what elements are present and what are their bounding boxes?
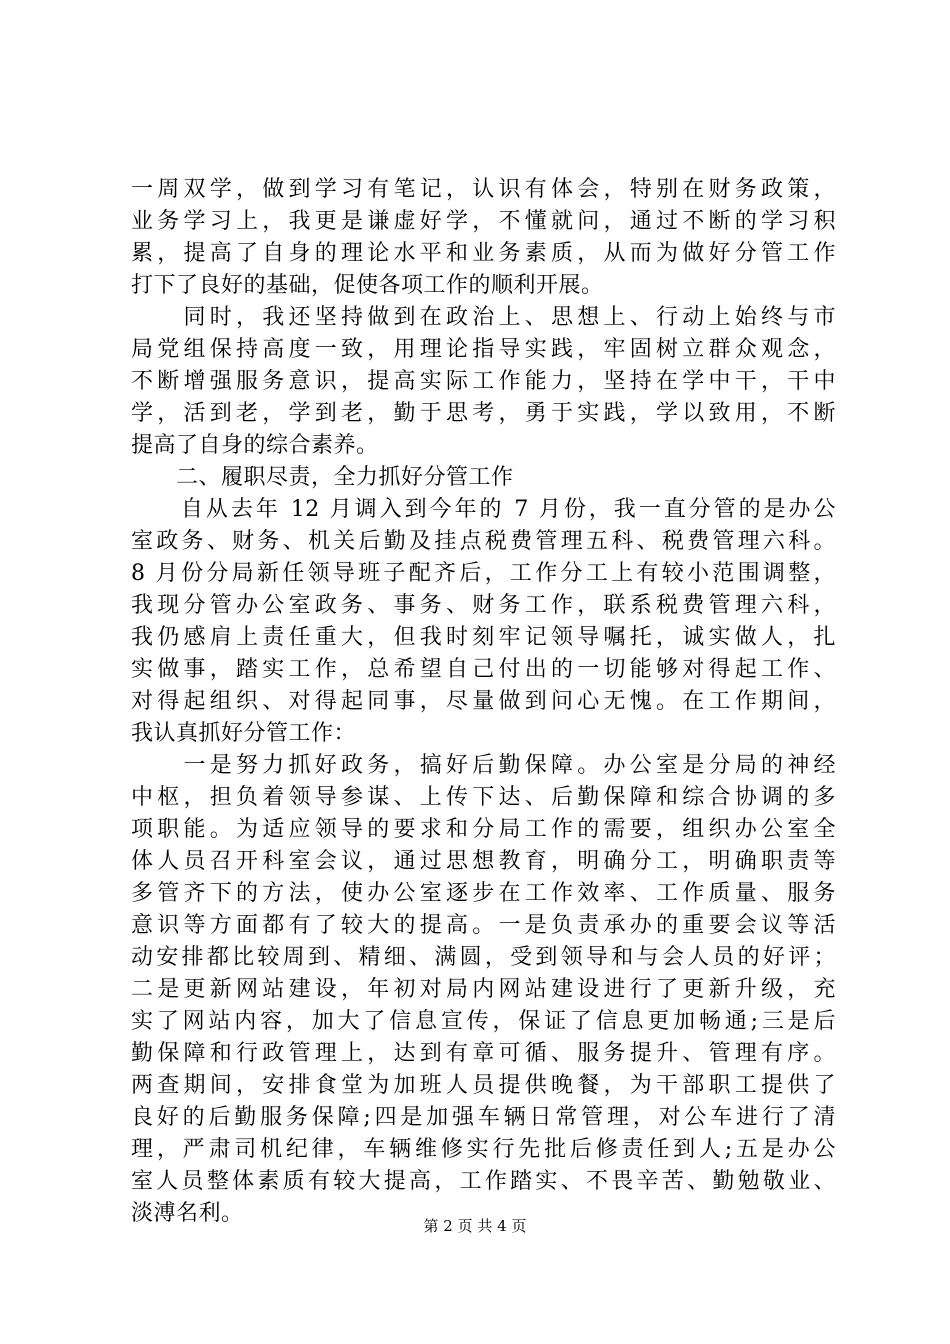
text-line: 自从去年 12 月调入到今年的 7 月份，我一直分管的是办公: [131, 497, 836, 522]
text-line: 意识等方面都有了较大的提高。一是负责承办的重要会议等活: [131, 913, 836, 938]
text-line: 8 月份分局新任领导班子配齐后，工作分工上有较小范围调整，: [131, 561, 836, 586]
text-line: 一周双学，做到学习有笔记，认识有体会，特别在财务政策，: [131, 177, 836, 202]
text-line: 两查期间，安排食堂为加班人员提供晚餐，为干部职工提供了: [131, 1073, 836, 1098]
text-line: 中枢，担负着领导参谋、上传下达、后勤保障和综合协调的多: [131, 785, 836, 810]
text-line: 一是努力抓好政务，搞好后勤保障。办公室是分局的神经: [131, 753, 836, 778]
text-line: 同时，我还坚持做到在政治上、思想上、行动上始终与市: [131, 305, 836, 330]
text-line: 多管齐下的方法，使办公室逐步在工作效率、工作质量、服务: [131, 881, 836, 906]
text-line: 项职能。为适应领导的要求和分局工作的需要，组织办公室全: [131, 817, 836, 842]
text-line: 勤保障和行政管理上，达到有章可循、服务提升、管理有序。: [131, 1041, 836, 1066]
text-line: 我认真抓好分管工作：: [131, 721, 357, 746]
text-line: 累，提高了自身的理论水平和业务素质，从而为做好分管工作: [131, 241, 836, 266]
text-line: 不断增强服务意识，提高实际工作能力，坚持在学中干，干中: [131, 369, 836, 394]
document-body: [131, 174, 836, 1230]
text-line: 室人员整体素质有较大提高，工作踏实、不畏辛苦、勤勉敬业、: [131, 1169, 836, 1194]
text-line: 淡溥名利。: [131, 1201, 244, 1226]
text-line: 业务学习上，我更是谦虚好学，不懂就问，通过不断的学习积: [131, 209, 836, 234]
text-line: 二是更新网站建设，年初对局内网站建设进行了更新升级，充: [131, 977, 836, 1002]
text-line: 体人员召开科室会议，通过思想教育，明确分工，明确职责等: [131, 849, 836, 874]
text-line: 实做事，踏实工作，总希望自己付出的一切能够对得起工作、: [131, 657, 836, 682]
text-line: 学，活到老，学到老，勤于思考，勇于实践，学以致用，不断: [131, 401, 836, 426]
text-line: 我现分管办公室政务、事务、财务工作，联系税费管理六科，: [131, 593, 836, 618]
text-line: 良好的后勤服务保障;四是加强车辆日常管理，对公车进行了清: [131, 1105, 836, 1130]
section-heading: 二、履职尽责，全力抓好分管工作: [131, 465, 514, 490]
text-line: 提高了自身的综合素养。: [131, 433, 379, 458]
text-line: 对得起组织、对得起同事，尽量做到问心无愧。在工作期间，: [131, 689, 836, 714]
text-line: 实了网站内容，加大了信息宣传，保证了信息更加畅通;三是后: [131, 1009, 836, 1034]
text-line: 理，严肃司机纪律，车辆维修实行先批后修责任到人;五是办公: [131, 1137, 836, 1162]
text-line: 室政务、财务、机关后勤及挂点税费管理五科、税费管理六科。: [131, 529, 836, 554]
page-number-footer: 第 2 页 共 4 页: [423, 1217, 527, 1235]
text-line: 打下了良好的基础，促使各项工作的顺利开展。: [131, 273, 604, 298]
text-line: 局党组保持高度一致，用理论指导实践，牢固树立群众观念，: [131, 337, 836, 362]
text-line: 我仍感肩上责任重大，但我时刻牢记领导嘱托，诚实做人，扎: [131, 625, 836, 650]
text-line: 动安排都比较周到、精细、满圆，受到领导和与会人员的好评；: [131, 945, 836, 970]
